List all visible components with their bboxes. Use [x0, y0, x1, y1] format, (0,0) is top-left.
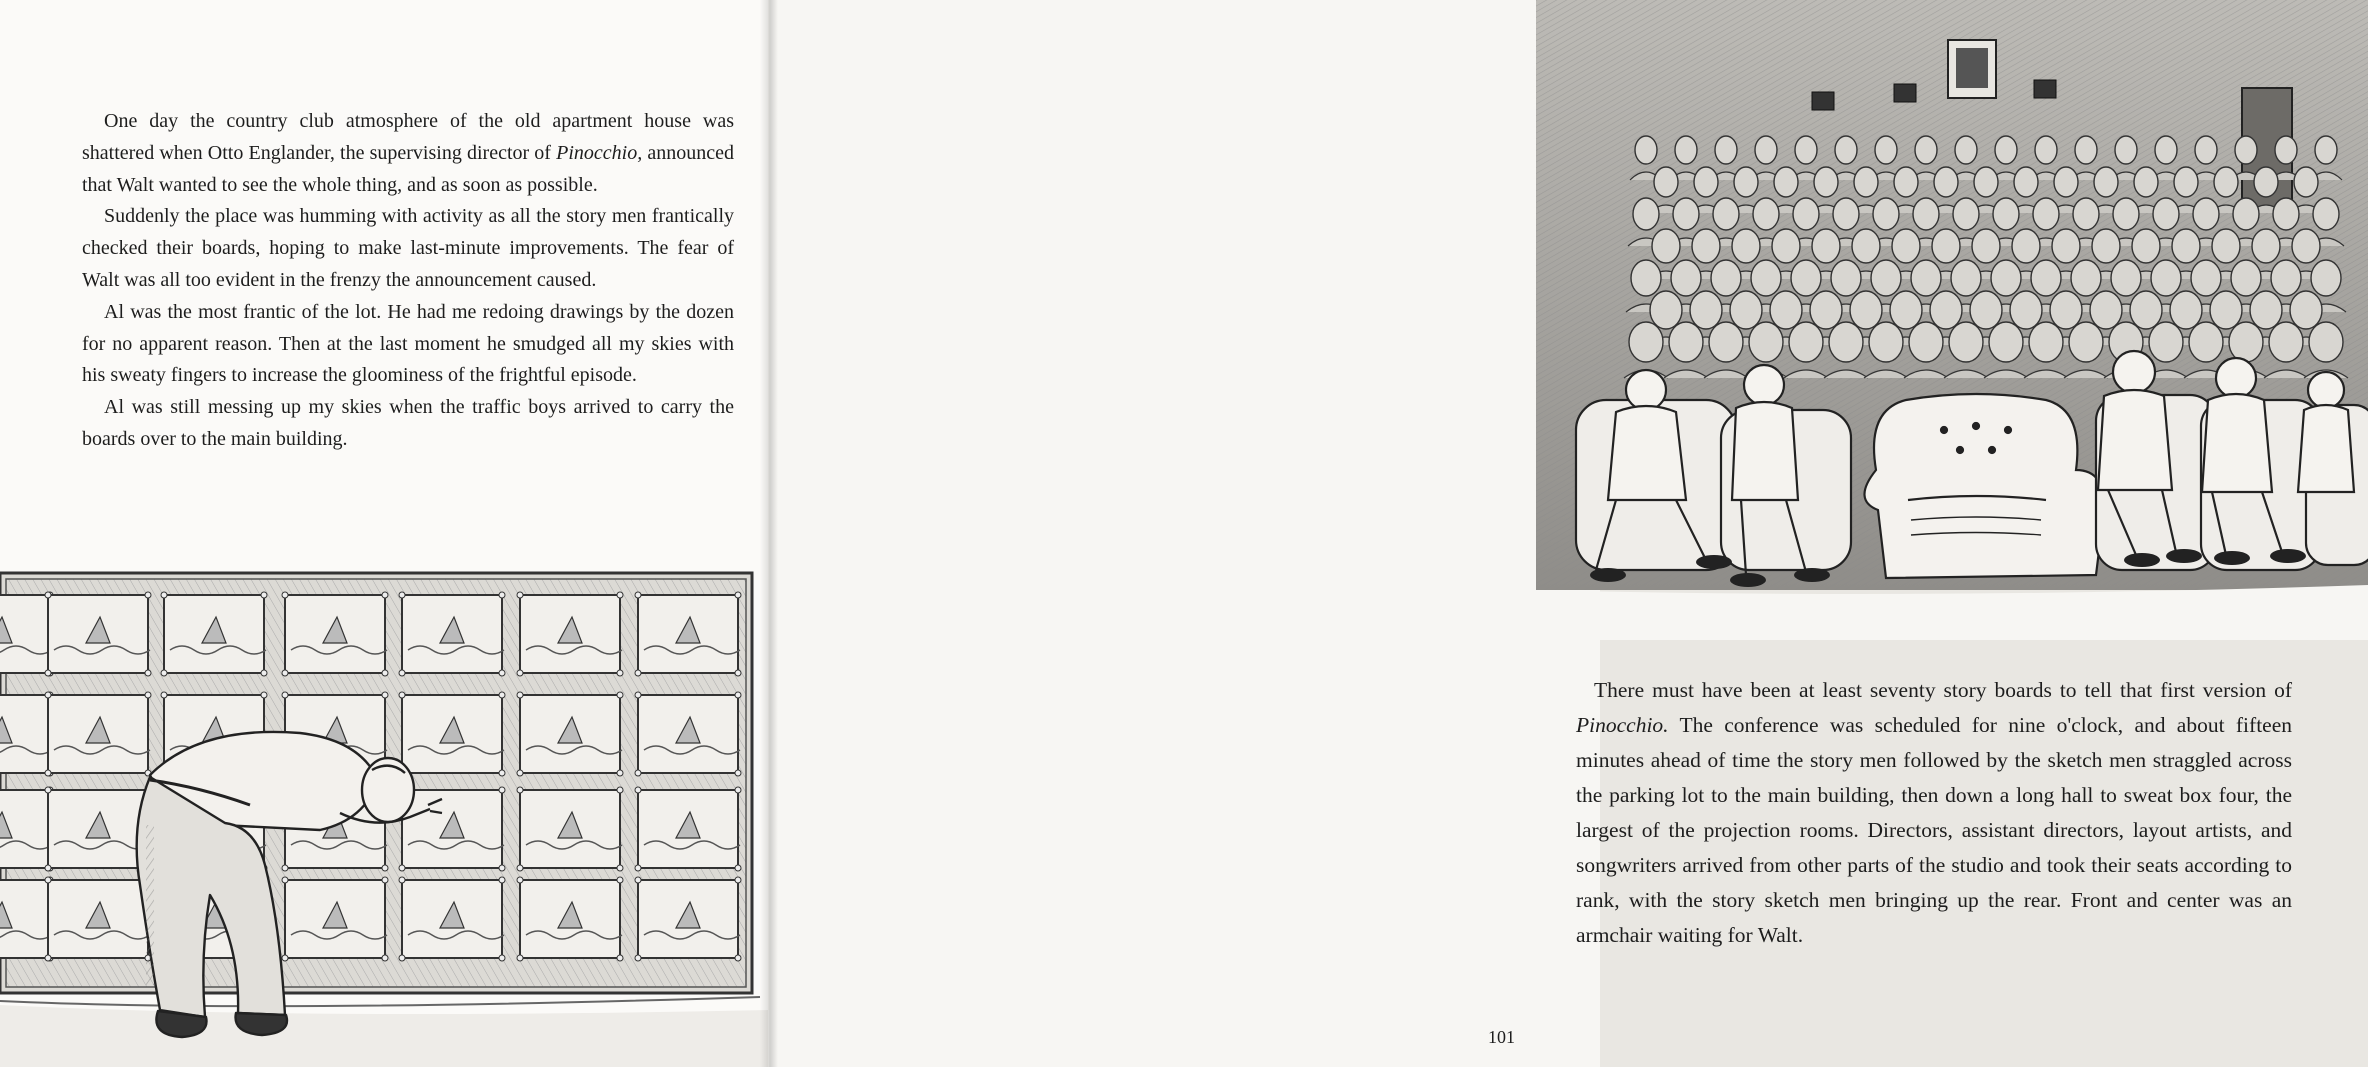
paragraph	[1576, 673, 2292, 953]
text-segment: announced that Walt wanted to see the whole thing, and as soon as possible.	[82, 141, 734, 196]
paragraph	[82, 297, 734, 392]
left-page-text	[82, 106, 734, 456]
left-page	[0, 0, 768, 1067]
right-page	[768, 0, 2292, 1067]
italic-title: Pinocchio,	[556, 141, 643, 164]
text-segment: One day the country club atmosphere of the old apartment house was shattered when Otto Englander, the supervising director of	[82, 110, 734, 164]
right-page-text	[1576, 673, 2292, 953]
text-segment: Suddenly the place was humming with activity as all the story men frantically checked their boards, hoping to make last-minute improvements. The fear of Walt was all too evident in the frenzy the announcement caused.	[82, 205, 734, 291]
paragraph	[82, 392, 734, 456]
text-segment: The conference was scheduled for nine o'clock, and about fifteen minutes ahead of time the story men followed by the sketch men straggled across the parking lot to the main building, then down a long hall to sweat box four, the largest of the projection rooms. Directors, assistant directors, layout artists, and songwriters arrived from other parts of the studio and took their seats according to rank, with the story sketch men bringing up the rear. Front and center was an armchair waiting for Walt.	[1576, 713, 2292, 947]
paragraph	[82, 201, 734, 296]
italic-title: Pinocchio.	[1576, 713, 1669, 737]
paragraph	[82, 106, 734, 201]
text-segment: Al was still messing up my skies when the traffic boys arrived to carry the boards over to the main building.	[82, 396, 734, 450]
text-segment: There must have been at least seventy story boards to tell that first version of	[1594, 678, 2292, 702]
text-segment: Al was the most frantic of the lot. He had me redoing drawings by the dozen for no apparent reason. Then at the last moment he smudged all my skies with his sweaty fingers to increase the gloominess of the frightful episode.	[82, 300, 734, 387]
audience-illustration	[1536, 0, 2368, 640]
page-number: 101	[1488, 1027, 1515, 1047]
storyboard-illustration	[0, 565, 768, 1067]
